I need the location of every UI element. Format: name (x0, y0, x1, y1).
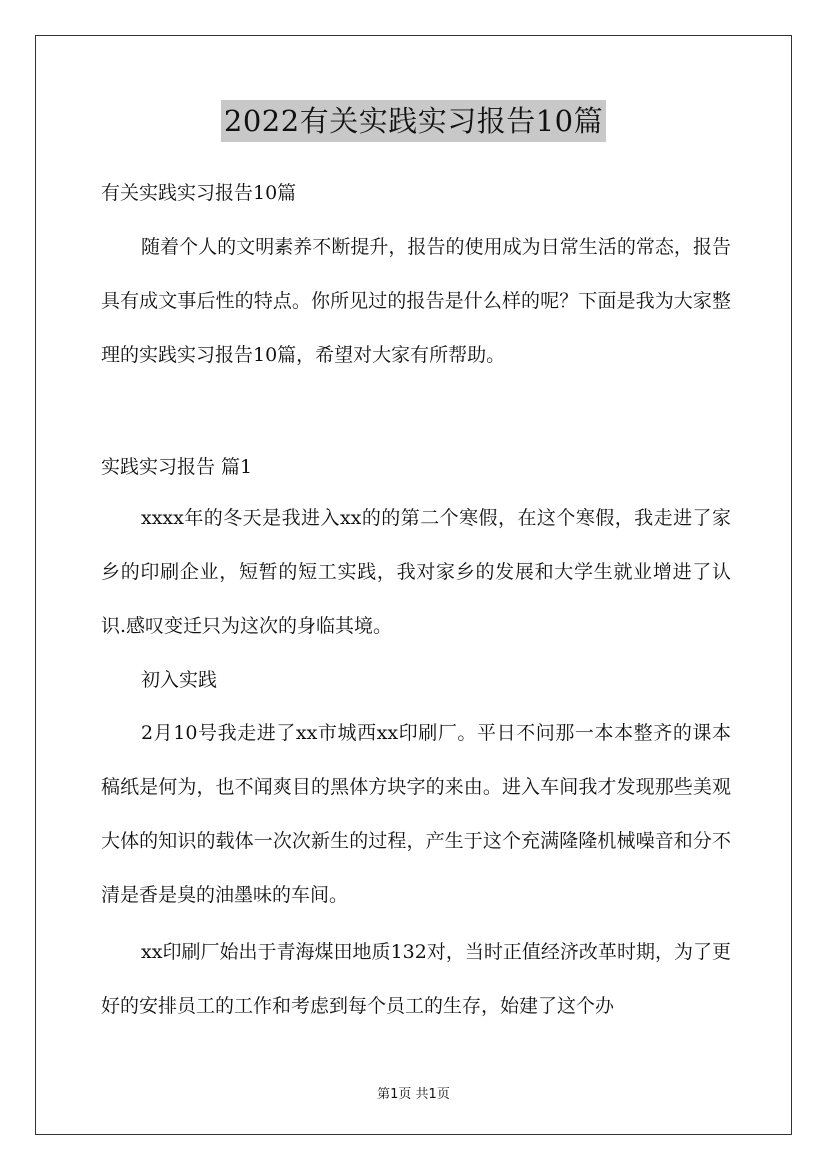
title-container (0, 100, 827, 142)
paragraph-3: xx印刷厂始出于青海煤田地质132对，当时正值经济改革时期，为了更好的安排员工的工作和考虑到每个员工的生存，始建了这个办 (101, 941, 731, 1017)
paragraph-1: xxxx年的冬天是我进入xx的的第二个寒假，在这个寒假，我走进了家乡的印刷企业，短暂的短工实践，我对家乡的发展和大学生就业增进了认识.感叹变迁只为这次的身临其境。 (101, 507, 731, 637)
document-subtitle: 有关实践实习报告10篇 (101, 182, 297, 204)
section-heading: 实践实习报告 篇1 (101, 456, 253, 478)
document-title: 2022有关实践实习报告10篇 (221, 100, 606, 142)
page-footer: 第1页 共1页 (377, 1087, 450, 1102)
subheading: 初入实践 (141, 669, 218, 691)
intro-paragraph: 随着个人的文明素养不断提升，报告的使用成为日常生活的常态，报告具有成文事后性的特点。你所见过的报告是什么样的呢？下面是我为大家整理的实践实习报告10篇，希望对大家有所帮助。 (101, 236, 731, 366)
paragraph-2: 2月10号我走进了xx市城西xx印刷厂。平日不问那一本本整齐的课本稿纸是何为，也不闻爽目的黑体方块字的来由。进入车间我才发现那些美观大体的知识的载体一次次新生的过程，产生于这个充满隆隆机械噪音和分不清是香是臭的油墨味的车间。 (101, 722, 731, 906)
